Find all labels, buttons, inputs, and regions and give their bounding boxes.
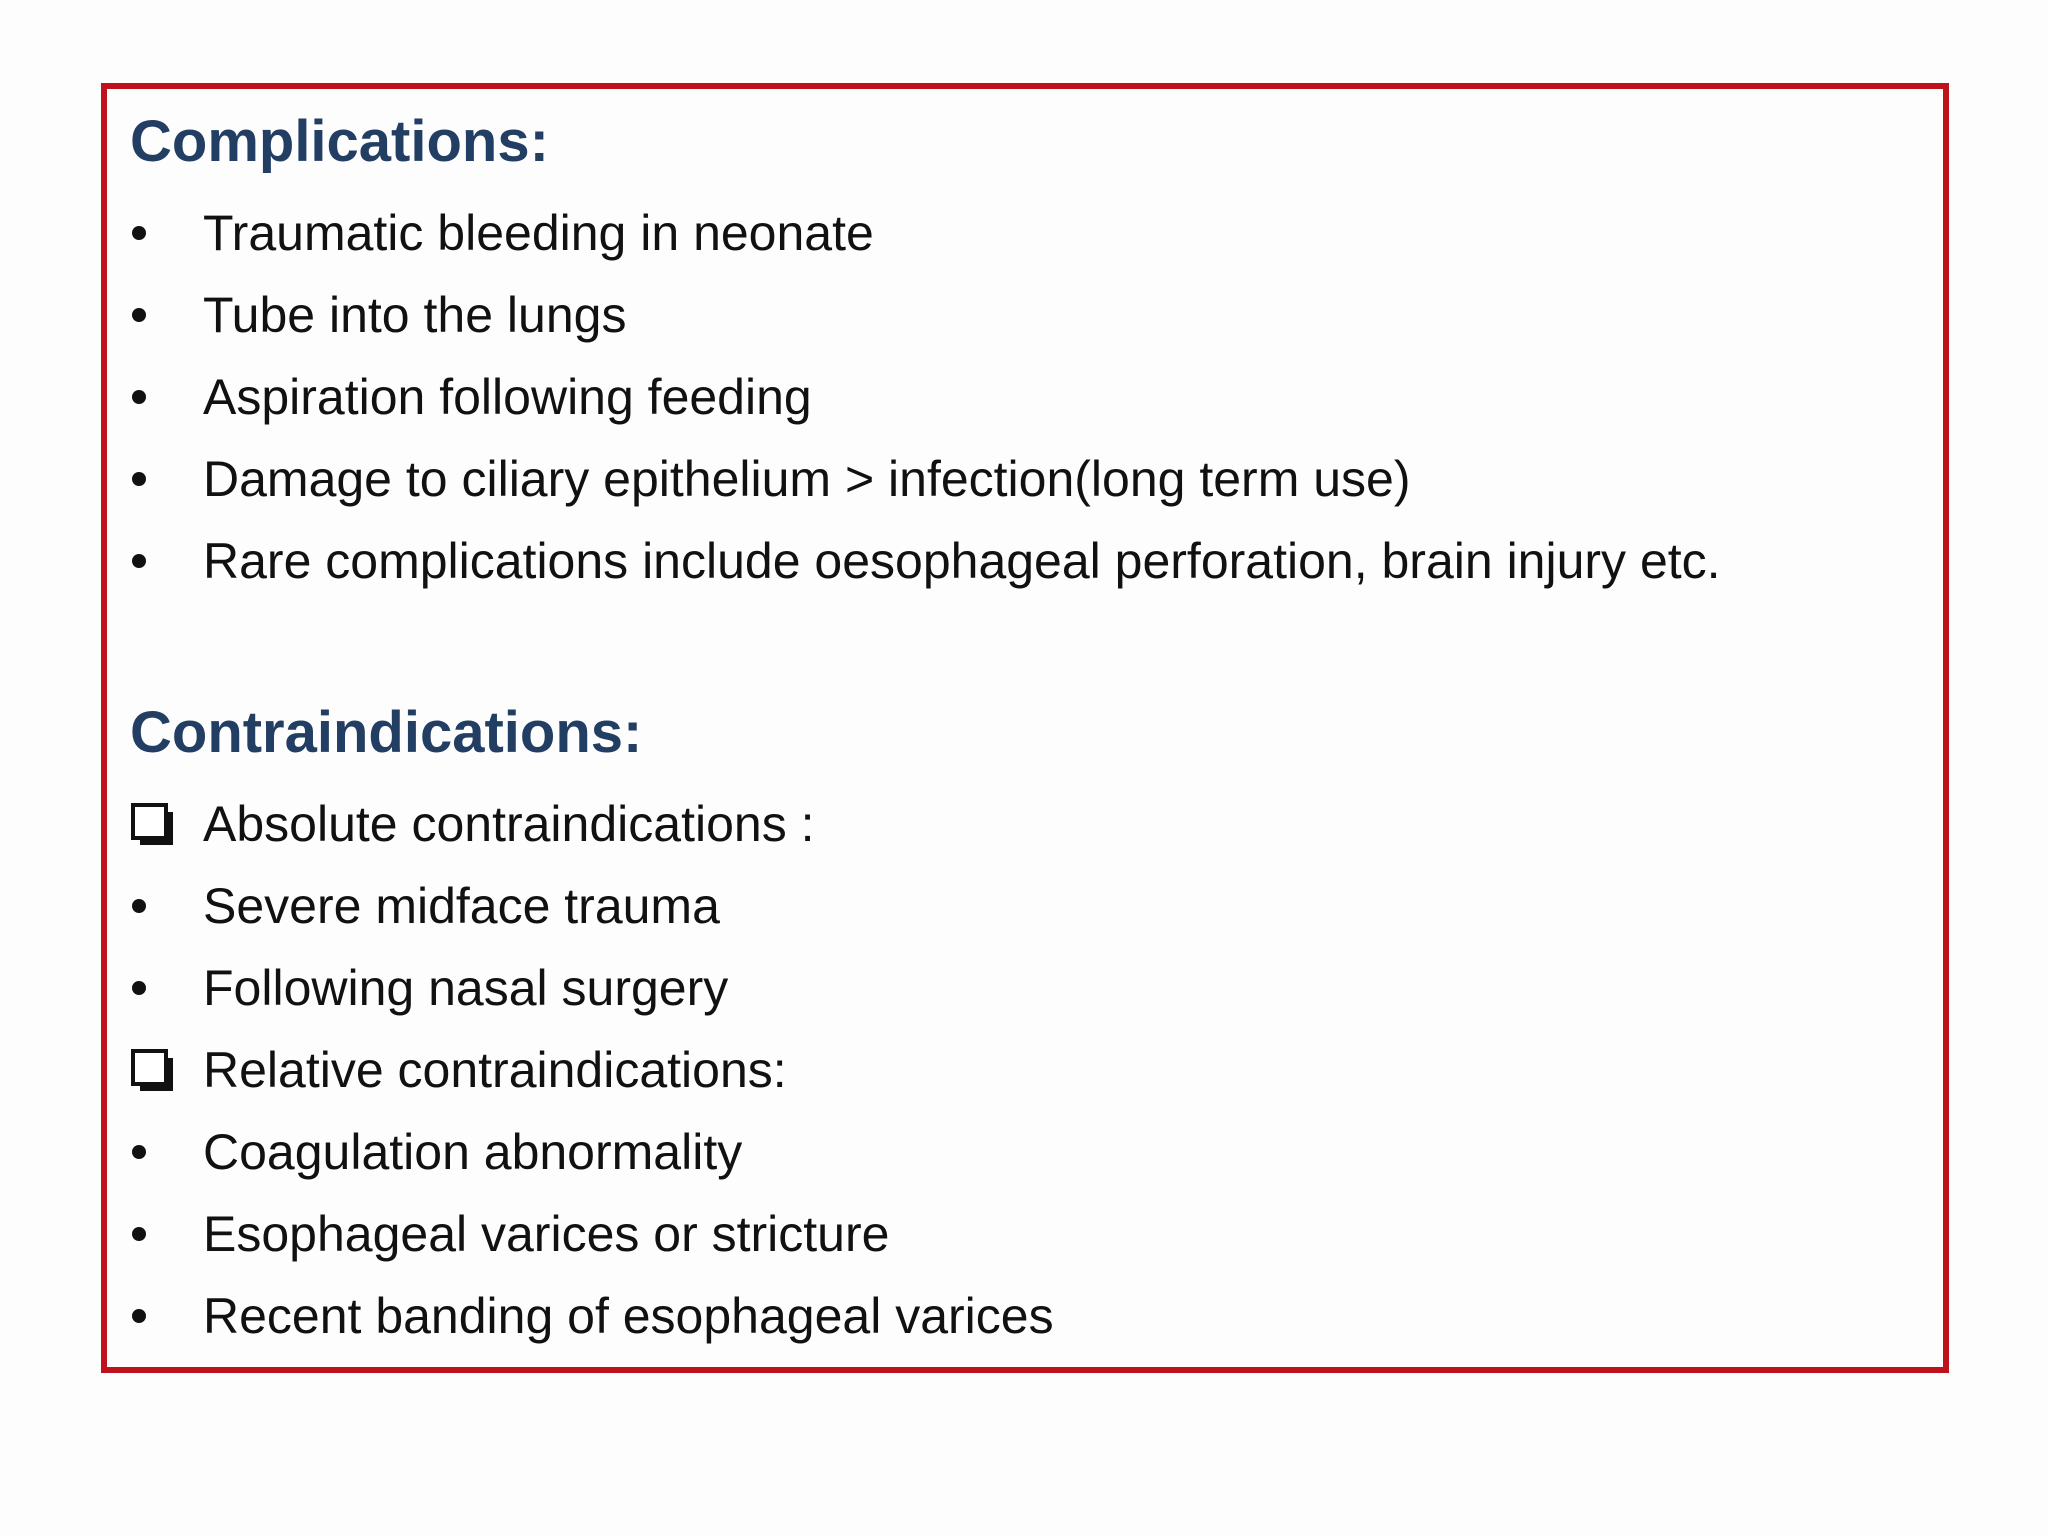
list-item: [107, 274, 1937, 356]
list-item-text: Traumatic bleeding in neonate: [203, 205, 874, 261]
complications-heading: Complications:: [130, 109, 549, 174]
list-item-text: Severe midface trauma: [203, 878, 720, 934]
bullet-icon: [131, 438, 177, 520]
bullet-icon: [131, 1193, 177, 1275]
content-frame: [101, 83, 1949, 1373]
list-item: [107, 192, 1937, 274]
bullet-icon: [131, 1111, 177, 1193]
list-item: [107, 865, 1937, 947]
list-item-text: Aspiration following feeding: [203, 369, 812, 425]
bullet-icon: [131, 192, 177, 274]
list-item-text: Recent banding of esophageal varices: [203, 1288, 1054, 1344]
list-item: [107, 947, 1937, 1029]
list-item: [107, 520, 1937, 602]
list-item-text: Following nasal surgery: [203, 960, 729, 1016]
list-item-text: Damage to ciliary epithelium > infection(long term use): [203, 451, 1411, 507]
checkbox-square-icon: [131, 783, 177, 865]
bullet-icon: [131, 865, 177, 947]
list-item: [107, 1111, 1937, 1193]
list-item: [107, 1193, 1937, 1275]
contraindications-list: [107, 783, 1937, 1357]
list-item-text: Esophageal varices or stricture: [203, 1206, 890, 1262]
list-item: [107, 1275, 1937, 1357]
list-item-text: Absolute contraindications :: [203, 796, 815, 852]
list-item: [107, 438, 1937, 520]
bullet-icon: [131, 1275, 177, 1357]
list-item: [107, 356, 1937, 438]
complications-list: [107, 192, 1937, 602]
list-item-text: Coagulation abnormality: [203, 1124, 743, 1180]
list-item: [107, 1029, 1937, 1111]
contraindications-heading: Contraindications:: [130, 700, 643, 765]
list-item-text: Tube into the lungs: [203, 287, 627, 343]
list-item: [107, 783, 1937, 865]
list-item-text: Relative contraindications:: [203, 1042, 787, 1098]
bullet-icon: [131, 356, 177, 438]
checkbox-square-icon: [131, 1029, 177, 1111]
bullet-icon: [131, 274, 177, 356]
list-item-text: Rare complications include oesophageal perforation, brain injury etc.: [203, 533, 1721, 589]
bullet-icon: [131, 520, 177, 602]
bullet-icon: [131, 947, 177, 1029]
